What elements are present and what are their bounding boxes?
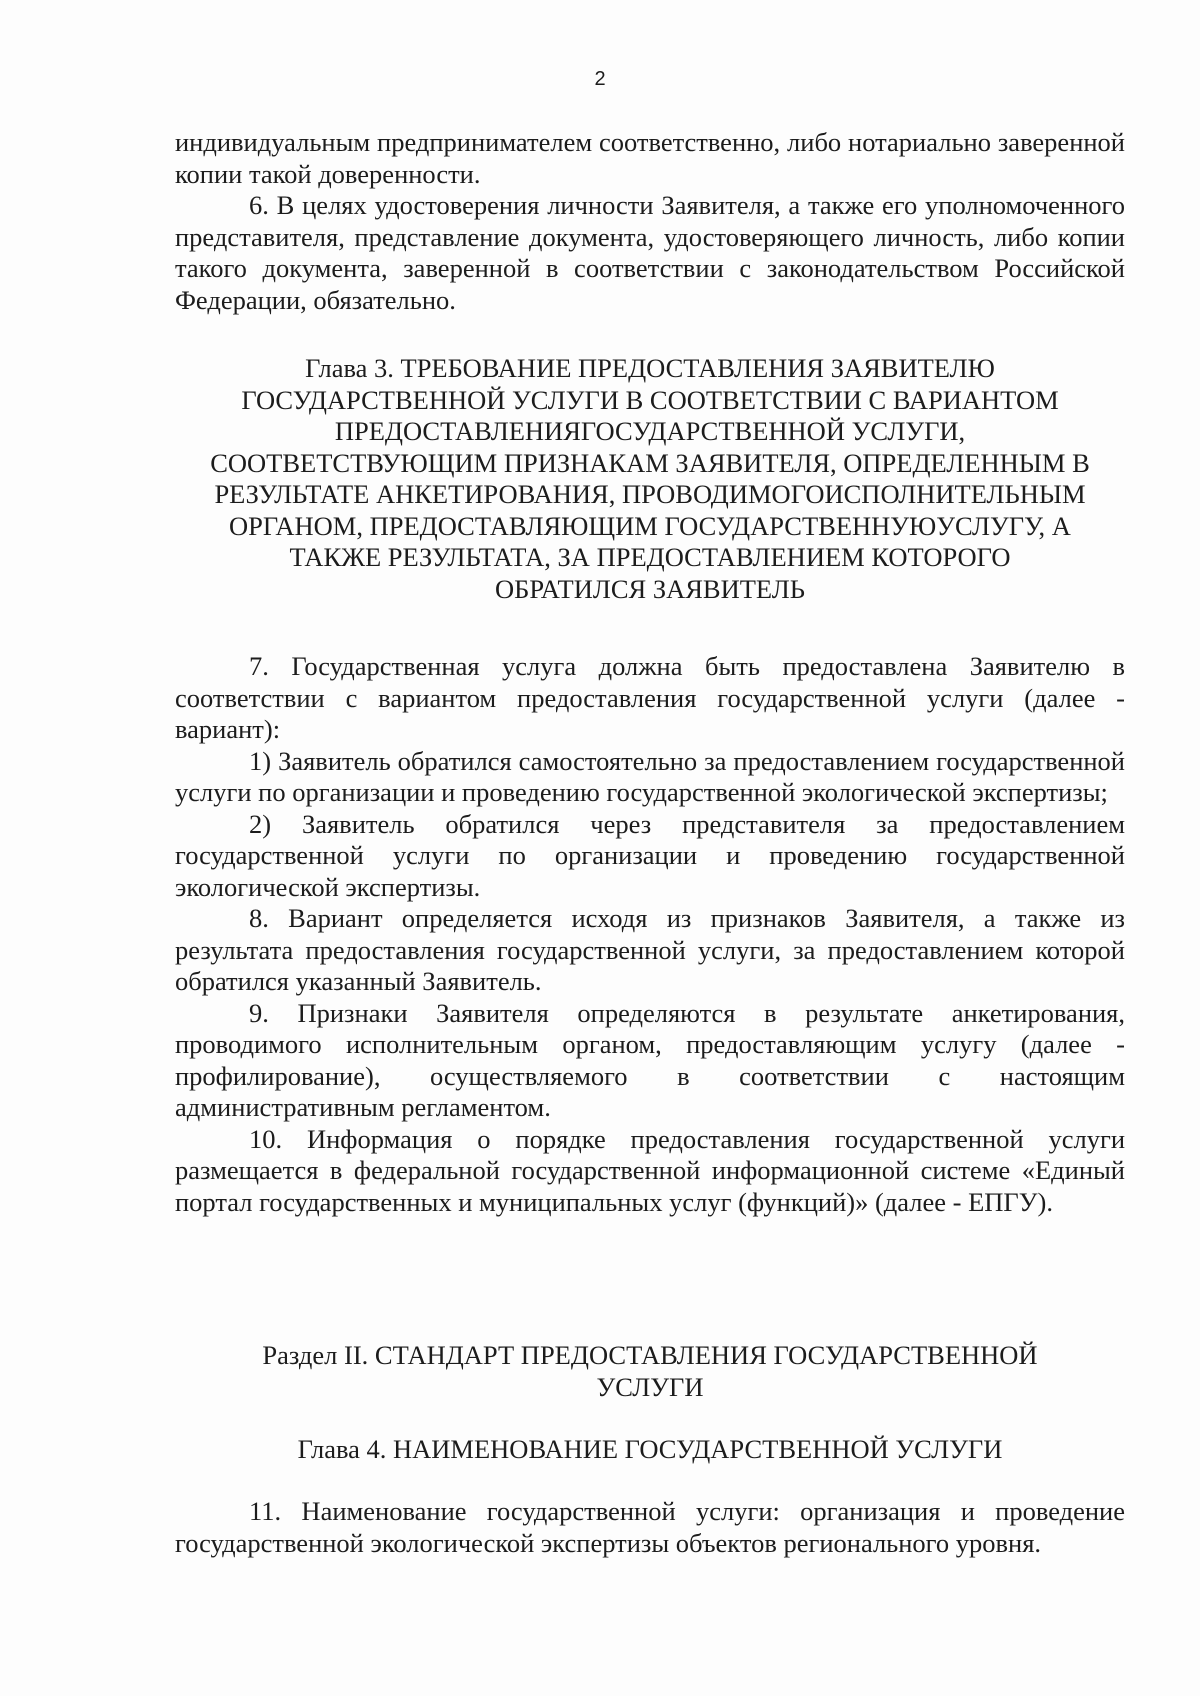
list-item: 2) Заявитель обратился через представителя за предоставлением государственной услуги по организации и проведению государственной экологической экспертизы.: [175, 808, 1125, 902]
heading-line: СООТВЕТСТВУЮЩИМ ПРИЗНАКАМ ЗАЯВИТЕЛЯ, ОПРЕДЕЛЕННЫМ В: [210, 447, 1090, 478]
heading-line: ПРЕДОСТАВЛЕНИЯГОСУДАРСТВЕННОЙ УСЛУГИ,: [334, 416, 966, 446]
paragraph: 10. Информация о порядке предоставления государственной услуги размещается в федеральной государственной информационной системе «Единый портал государственных и муниципальных услуг (функций)» (далее - ЕПГУ).: [175, 1123, 1125, 1217]
paragraph-block-middle: [175, 651, 1125, 1218]
heading-line: Глава 3. ТРЕБОВАНИЕ ПРЕДОСТАВЛЕНИЯ ЗАЯВИТЕЛЮ: [305, 353, 995, 383]
chapter-4-heading: [170, 1434, 1130, 1466]
paragraph-block-top: [175, 127, 1125, 316]
heading-line: ОРГАНОМ, ПРЕДОСТАВЛЯЮЩИМ ГОСУДАРСТВЕННУЮУСЛУГУ, А: [229, 510, 1071, 541]
heading-line: РЕЗУЛЬТАТЕ АНКЕТИРОВАНИЯ, ПРОВОДИМОГОИСПОЛНИТЕЛЬНЫМ: [214, 479, 1086, 509]
heading-line: ГОСУДАРСТВЕННОЙ УСЛУГИ В СООТВЕТСТВИИ С ВАРИАНТОМ: [241, 384, 1059, 415]
paragraph: 8. Вариант определяется исходя из признаков Заявителя, а также из результата предоставления государственной услуги, за предоставлением которой обратился указанный Заявитель.: [175, 903, 1125, 996]
heading-line: Раздел II. СТАНДАРТ ПРЕДОСТАВЛЕНИЯ ГОСУДАРСТВЕННОЙ: [262, 1340, 1038, 1370]
paragraph-block-bottom: [175, 1496, 1125, 1559]
paragraph: 11. Наименование государственной услуги: организация и проведение государственной экологической экспертизы объектов регионального уровня.: [175, 1496, 1125, 1558]
paragraph: 9. Признаки Заявителя определяются в результате анкетирования, проводимого исполнительным органом, предоставляющим услугу (далее - профилирование), осуществляемого в соответствии с настоящим административным регламентом.: [175, 997, 1125, 1122]
paragraph: 6. В целях удостоверения личности Заявителя, а также его уполномоченного представителя, представление документа, удостоверяющего личность, либо копии такого документа, заверенной в соответствии с законодательством Российской Федерации, обязательно.: [175, 190, 1125, 315]
paragraph: индивидуальным предпринимателем соответственно, либо нотариально заверенной копии такой доверенности.: [175, 127, 1125, 189]
heading-line: ОБРАТИЛСЯ ЗАЯВИТЕЛЬ: [495, 573, 805, 604]
heading-line: ТАКЖЕ РЕЗУЛЬТАТА, ЗА ПРЕДОСТАВЛЕНИЕМ КОТОРОГО: [289, 542, 1011, 572]
heading-line: УСЛУГИ: [596, 1371, 704, 1402]
section-2-heading: [170, 1340, 1130, 1403]
page-number: 2: [594, 68, 606, 90]
heading-line: Глава 4. НАИМЕНОВАНИЕ ГОСУДАРСТВЕННОЙ УСЛУГИ: [297, 1434, 1003, 1464]
list-item: 1) Заявитель обратился самостоятельно за предоставлением государственной услуги по организации и проведению государственной экологической экспертизы;: [175, 745, 1125, 807]
chapter-3-heading: [170, 353, 1130, 605]
paragraph: 7. Государственная услуга должна быть предоставлена Заявителю в соответствии с вариантом предоставления государственной услуги (далее - вариант):: [175, 651, 1125, 744]
